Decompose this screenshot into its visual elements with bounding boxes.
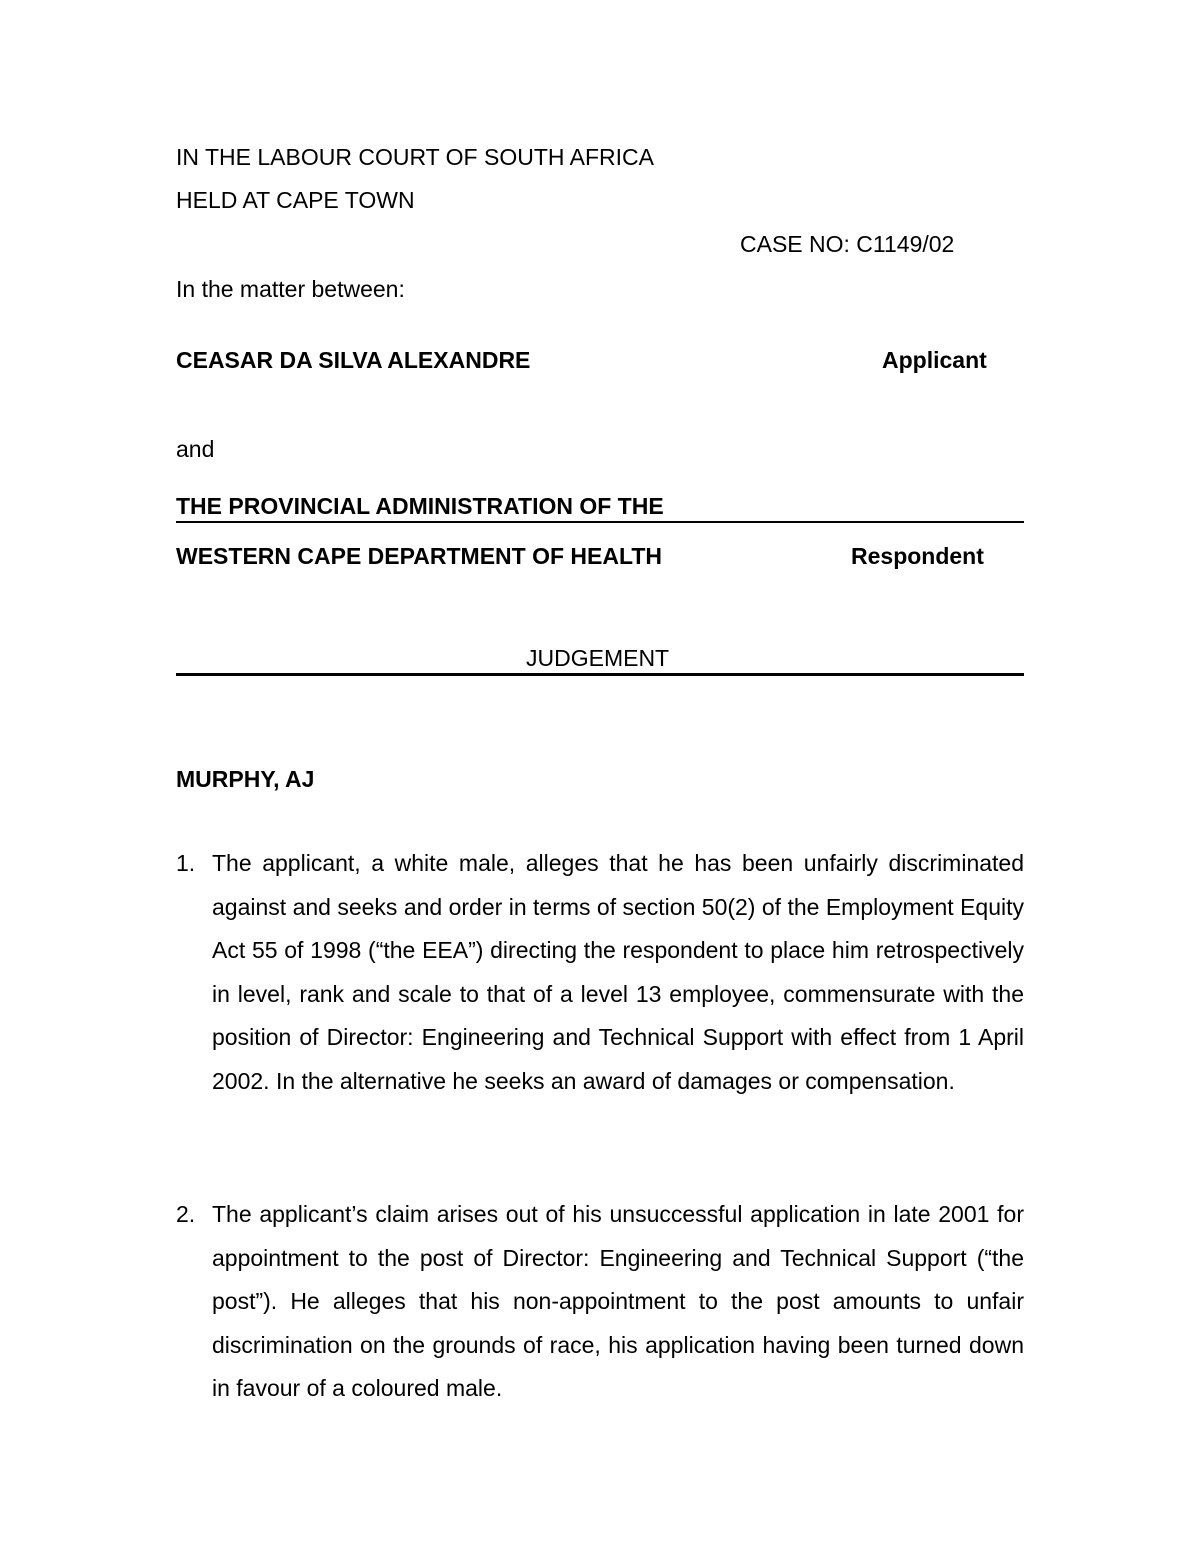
court-location: HELD AT CAPE TOWN: [176, 187, 415, 213]
paragraph-number: 1.: [176, 850, 196, 876]
parties-conjunction: and: [176, 436, 215, 462]
paragraph-1: [176, 842, 1024, 1147]
judgement-divider: [176, 673, 1024, 676]
paragraph-number: 2.: [176, 1201, 196, 1227]
matter-intro: In the matter between:: [176, 276, 405, 302]
paragraph-2: [176, 1193, 1024, 1413]
applicant-role: Applicant: [882, 347, 987, 373]
applicant-name: CEASAR DA SILVA ALEXANDRE: [176, 347, 531, 373]
paragraph-text: The applicant, a white male, alleges that he has been unfairly discriminated against and seeks and order in terms of section 50(2) of the Employment Equity Act 55 of 1998 (“the EEA”) directing the respondent to place him retrospectively in level, rank and scale to that of a level 13 employee, commensurate with the position of Director: Engineering and Technical Support with effect from 1 April 2002. In the alternative he seeks an award of damages or compensation.: [212, 850, 1024, 1094]
judge-name: MURPHY, AJ: [176, 766, 315, 792]
respondent-role: Respondent: [851, 543, 984, 569]
paragraph-text: The applicant’s claim arises out of his unsuccessful application in late 2001 for appointment to the post of Director: Engineering and Technical Support (“the post”). He alleges that his non-appointment to the post amounts to unfair discrimination on the grounds of race, his application having been turned down in favour of a coloured male.: [212, 1201, 1024, 1401]
respondent-divider: [176, 521, 1024, 523]
respondent-name-line2: WESTERN CAPE DEPARTMENT OF HEALTH: [176, 543, 662, 569]
respondent-name-line1: THE PROVINCIAL ADMINISTRATION OF THE: [176, 493, 664, 519]
case-number: CASE NO: C1149/02: [740, 231, 955, 257]
court-name: IN THE LABOUR COURT OF SOUTH AFRICA: [176, 144, 654, 170]
judgement-title: JUDGEMENT: [526, 645, 670, 671]
